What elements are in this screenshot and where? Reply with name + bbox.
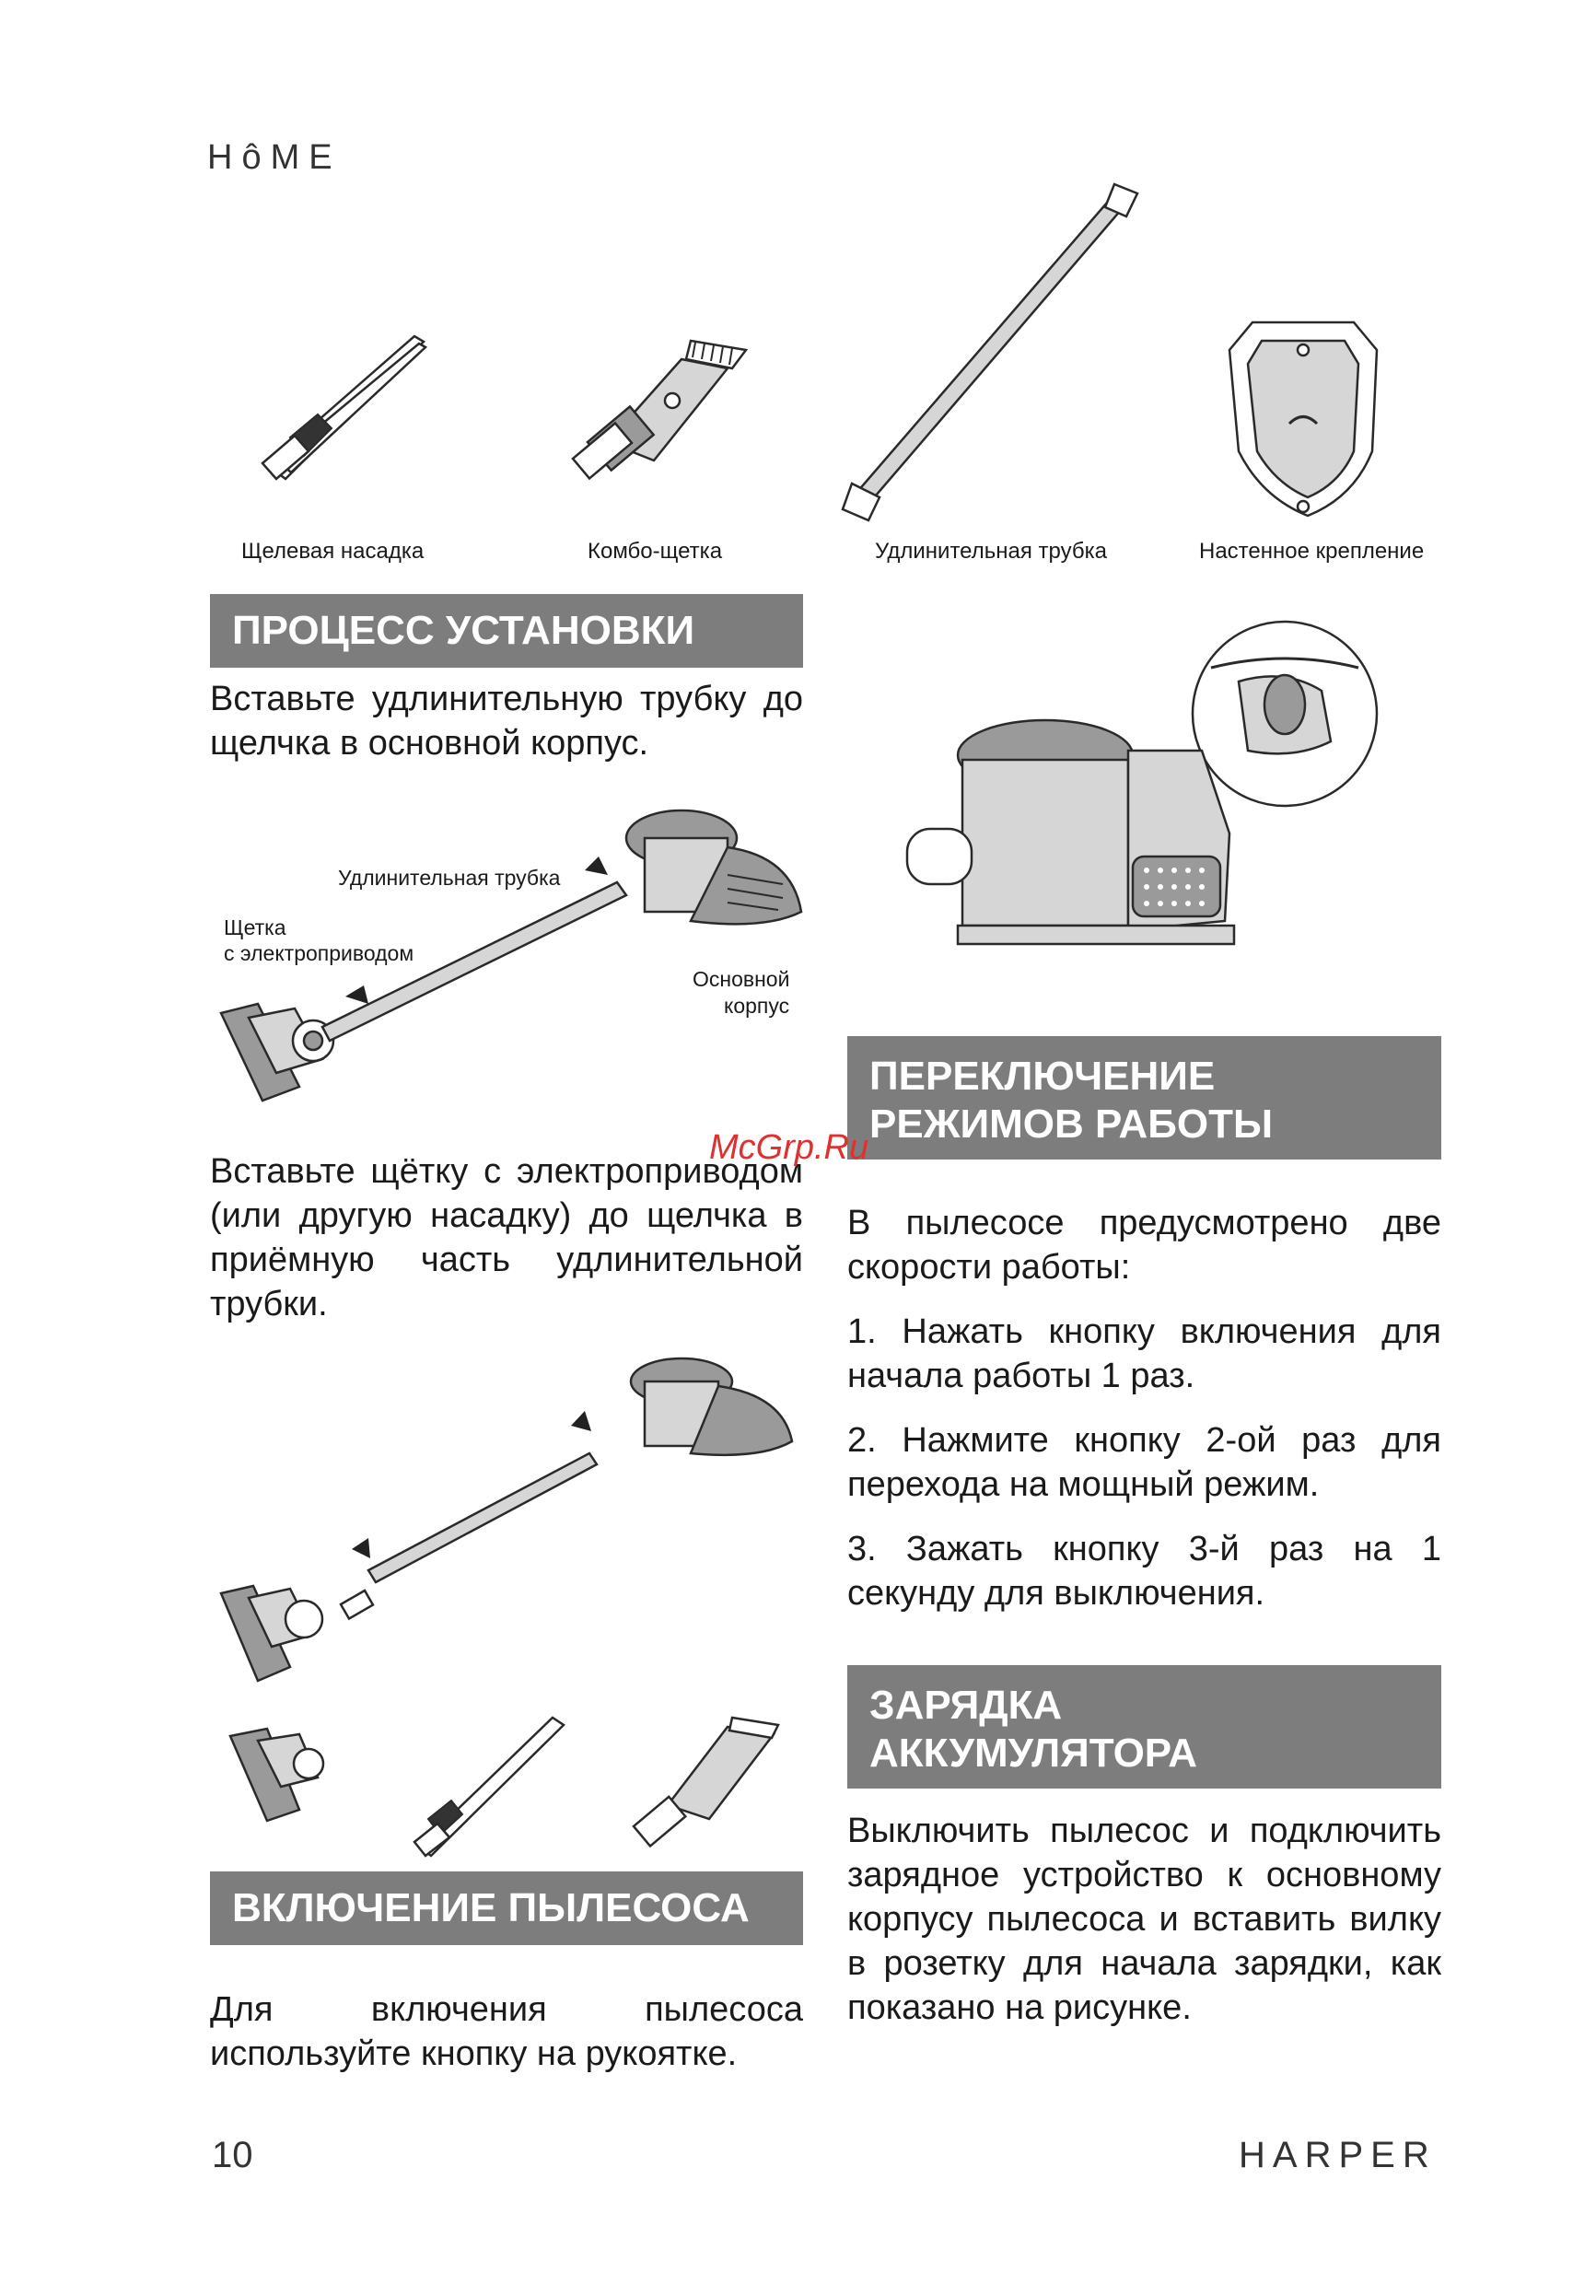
body-label-line1: Основной bbox=[693, 967, 790, 991]
modes-step-2: 2. Нажмите кнопку 2-ой раз для перехода на мощный режим. bbox=[847, 1421, 1441, 1504]
extension-tube-illustration bbox=[833, 180, 1147, 530]
modes-section-title bbox=[847, 1036, 1441, 1160]
tube-label: Удлинительная трубка bbox=[338, 866, 561, 890]
body-label-line2: корпус bbox=[724, 994, 790, 1018]
crevice-nozzle-illustration bbox=[258, 327, 442, 493]
modes-step-3: 3. Зажать кнопку 3-й раз на 1 секунду для выключения. bbox=[847, 1530, 1441, 1613]
extension-tube-caption: Удлинительная трубка bbox=[875, 539, 1107, 564]
wall-mount-illustration bbox=[1225, 313, 1381, 525]
install-text-2 bbox=[210, 1149, 803, 1326]
brush-label-line2: с электроприводом bbox=[224, 941, 414, 965]
install-section-title: ПРОЦЕСС УСТАНОВКИ bbox=[210, 594, 803, 668]
exploded-vacuum-diagram bbox=[212, 1345, 810, 1713]
page-number: 10 bbox=[212, 2135, 253, 2175]
charging-title-line1: ЗАРЯДКА bbox=[869, 1683, 1063, 1728]
modes-intro: В пылесосе предусмотрено две скорости работы: bbox=[847, 1204, 1441, 1287]
home-logo: HôME bbox=[207, 138, 342, 177]
install-text-1 bbox=[210, 677, 803, 765]
brush-label-line1: Щетка bbox=[224, 915, 286, 939]
power-on-section-title: ВКЛЮЧЕНИЕ ПЫЛЕСОСА bbox=[210, 1871, 803, 1945]
harper-logo: HARPER bbox=[1239, 2135, 1437, 2175]
charging-title-line2: АККУМУЛЯТОРА bbox=[869, 1731, 1198, 1776]
modes-step-1: 1. Нажать кнопку включения для начала работы 1 раз. bbox=[847, 1312, 1441, 1395]
charging-text bbox=[847, 1809, 1441, 2030]
modes-title-line1: ПЕРЕКЛЮЧЕНИЕ bbox=[869, 1054, 1216, 1099]
modes-title-line2: РЕЖИМОВ РАБОТЫ bbox=[869, 1101, 1274, 1147]
attachments-row-diagram bbox=[221, 1708, 810, 1874]
charging-text-paragraph: Выключить пылесос и подключить зарядное устройство к основному корпусу пылесоса и вставить вилку в розетку для начала зарядки, как показано на рисунке. bbox=[847, 1812, 1441, 2027]
crevice-nozzle-caption: Щелевая насадка bbox=[241, 539, 425, 564]
charging-section-title bbox=[847, 1665, 1441, 1789]
power-on-text bbox=[210, 1987, 803, 2076]
modes-text bbox=[847, 1201, 1441, 1615]
combo-brush-illustration bbox=[571, 332, 764, 497]
combo-brush-caption: Комбо-щетка bbox=[588, 539, 723, 564]
install-text-2-paragraph: Вставьте щётку с электроприводом (или другую насадку) до щелчка в приёмную часть удлинительной трубки. bbox=[210, 1152, 803, 1323]
power-on-text-paragraph: Для включения пылесоса используйте кнопку на рукоятке. bbox=[210, 1990, 803, 2073]
watermark: McGrp.Ru bbox=[709, 1128, 869, 1167]
install-text-1-paragraph: Вставьте удлинительную трубку до щелчка в основной корпус. bbox=[210, 680, 803, 763]
wall-mount-caption: Настенное крепление bbox=[1199, 539, 1425, 564]
handle-button-diagram bbox=[898, 612, 1377, 981]
